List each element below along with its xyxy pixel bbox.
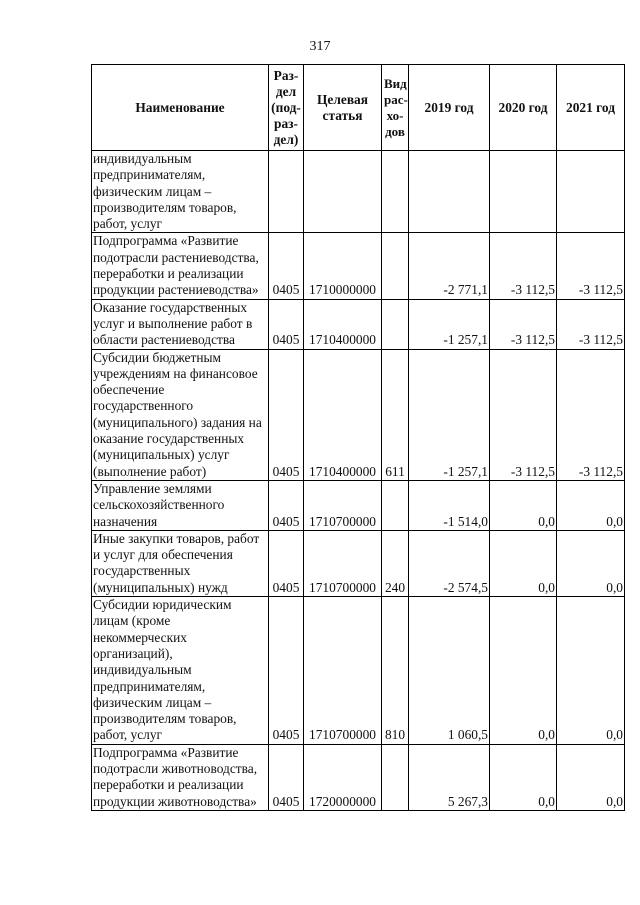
row-expense-type <box>382 744 409 810</box>
header-2019: 2019 год <box>409 65 490 151</box>
table-row <box>92 349 625 480</box>
row-2020: -3 112,5 <box>490 299 557 349</box>
row-2020: 0,0 <box>490 597 557 745</box>
table-header-row <box>92 65 625 151</box>
row-2019: -1 514,0 <box>409 480 490 530</box>
row-section: 0405 <box>269 597 304 745</box>
row-expense-type <box>382 299 409 349</box>
row-expense-type: 240 <box>382 530 409 596</box>
row-expense-type <box>382 151 409 233</box>
row-name: Подпрограмма «Развитие подотрасли растениеводства, переработки и реализации продукции растениеводства» <box>92 233 269 299</box>
row-target: 1720000000 <box>304 744 382 810</box>
row-expense-type <box>382 233 409 299</box>
row-section: 0405 <box>269 744 304 810</box>
row-2021 <box>557 151 625 233</box>
row-name: индивидуальным предпринимателям, физическим лицам – производителям товаров, работ, услуг <box>92 151 269 233</box>
header-2021: 2021 год <box>557 65 625 151</box>
row-name: Подпрограмма «Развитие подотрасли животноводства, переработки и реализации продукции животноводства» <box>92 744 269 810</box>
row-section <box>269 151 304 233</box>
row-target: 1710700000 <box>304 530 382 596</box>
row-2020: 0,0 <box>490 530 557 596</box>
row-section: 0405 <box>269 233 304 299</box>
table-row <box>92 233 625 299</box>
row-section: 0405 <box>269 299 304 349</box>
table-body <box>92 151 625 811</box>
row-section: 0405 <box>269 480 304 530</box>
table-row <box>92 480 625 530</box>
row-name: Иные закупки товаров, работ и услуг для обеспечения государственных (муниципальных) нужд <box>92 530 269 596</box>
row-2021: 0,0 <box>557 744 625 810</box>
row-name: Оказание государственных услуг и выполнение работ в области растениеводства <box>92 299 269 349</box>
row-2020 <box>490 151 557 233</box>
row-expense-type: 611 <box>382 349 409 480</box>
row-section: 0405 <box>269 349 304 480</box>
budget-table <box>91 64 625 811</box>
table-row <box>92 597 625 745</box>
table-row <box>92 744 625 810</box>
row-target: 1710700000 <box>304 480 382 530</box>
page-number: 317 <box>309 39 331 54</box>
row-target: 1710000000 <box>304 233 382 299</box>
row-2019: 1 060,5 <box>409 597 490 745</box>
row-expense-type <box>382 480 409 530</box>
row-2019: -2 771,1 <box>409 233 490 299</box>
row-section: 0405 <box>269 530 304 596</box>
header-2020: 2020 год <box>490 65 557 151</box>
row-2019: -1 257,1 <box>409 299 490 349</box>
header-section: Раз- дел (под- раз- дел) <box>269 65 304 151</box>
row-2021: 0,0 <box>557 480 625 530</box>
row-2021: 0,0 <box>557 597 625 745</box>
row-2021: 0,0 <box>557 530 625 596</box>
table-row <box>92 299 625 349</box>
header-target: Целевая статья <box>304 65 382 151</box>
header-name: Наименование <box>92 65 269 151</box>
row-2019: 5 267,3 <box>409 744 490 810</box>
row-name: Субсидии бюджетным учреждениям на финансовое обеспечение государственного (муниципального) задания на оказание государственных (муниципальных) услуг (выполнение работ) <box>92 349 269 480</box>
row-2020: 0,0 <box>490 480 557 530</box>
row-2021: -3 112,5 <box>557 349 625 480</box>
row-target: 1710400000 <box>304 349 382 480</box>
row-target: 1710700000 <box>304 597 382 745</box>
row-name: Субсидии юридическим лицам (кроме некоммерческих организаций), индивидуальным предпринимателям, физическим лицам – производителям товаров, работ, услуг <box>92 597 269 745</box>
row-target <box>304 151 382 233</box>
row-target: 1710400000 <box>304 299 382 349</box>
row-2019: -2 574,5 <box>409 530 490 596</box>
row-2021: -3 112,5 <box>557 233 625 299</box>
header-expense-type: Вид рас- хо- дов <box>382 65 409 151</box>
row-2020: 0,0 <box>490 744 557 810</box>
row-2019 <box>409 151 490 233</box>
row-2021: -3 112,5 <box>557 299 625 349</box>
row-name: Управление землями сельскохозяйственного назначения <box>92 480 269 530</box>
row-expense-type: 810 <box>382 597 409 745</box>
table-row <box>92 151 625 233</box>
row-2020: -3 112,5 <box>490 233 557 299</box>
table-row <box>92 530 625 596</box>
row-2019: -1 257,1 <box>409 349 490 480</box>
row-2020: -3 112,5 <box>490 349 557 480</box>
